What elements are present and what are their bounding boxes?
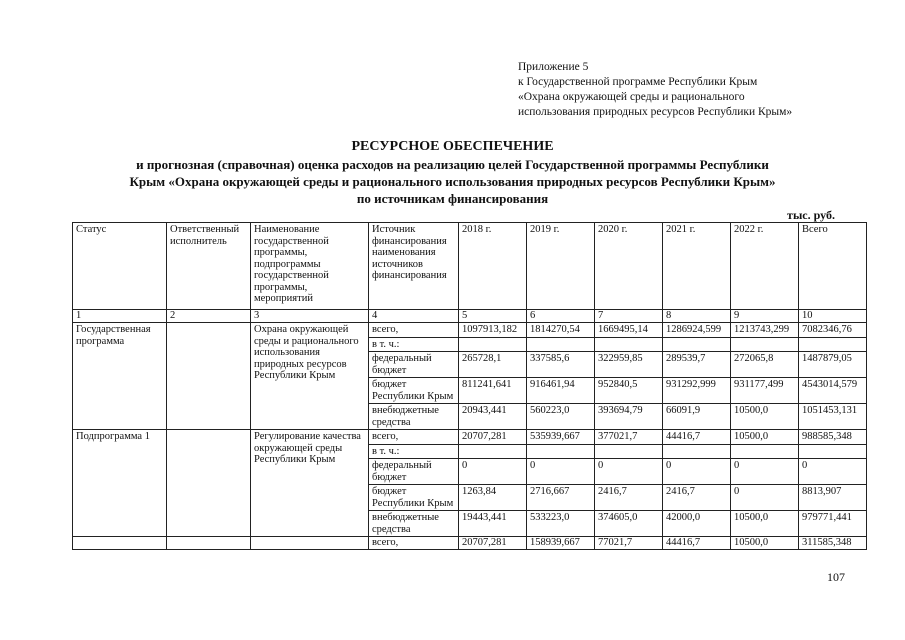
value-cell	[731, 444, 799, 459]
value-cell	[459, 444, 527, 459]
value-cell: 979771,441	[799, 511, 867, 537]
document-subtitle-line: Крым «Охрана окружающей среды и рационального использования природных ресурсов Республики Крым»	[129, 174, 776, 189]
value-cell: 0	[663, 459, 731, 485]
value-cell: 10500,0	[731, 537, 799, 550]
value-cell: 1051453,131	[799, 404, 867, 430]
value-cell: 1487879,05	[799, 352, 867, 378]
value-cell: 20707,281	[459, 430, 527, 445]
value-cell: 66091,9	[663, 404, 731, 430]
source-cell: бюджет Республики Крым	[369, 378, 459, 404]
value-cell	[731, 337, 799, 352]
value-cell: 7082346,76	[799, 323, 867, 338]
appendix-line: к Государственной программе Республики Крым	[518, 76, 758, 88]
units-label: тыс. руб.	[787, 208, 835, 222]
value-cell	[663, 444, 731, 459]
column-header: 2019 г.	[527, 223, 595, 310]
value-cell: 952840,5	[595, 378, 663, 404]
status-cell: Государственная программа	[73, 323, 167, 430]
value-cell: 0	[731, 485, 799, 511]
column-index: 5	[459, 310, 527, 323]
column-header: 2022 г.	[731, 223, 799, 310]
value-cell: 10500,0	[731, 511, 799, 537]
value-cell: 931177,499	[731, 378, 799, 404]
value-cell: 1814270,54	[527, 323, 595, 338]
column-header: Всего	[799, 223, 867, 310]
value-cell: 560223,0	[527, 404, 595, 430]
value-cell: 393694,79	[595, 404, 663, 430]
value-cell: 10500,0	[731, 430, 799, 445]
resource-table	[72, 222, 867, 550]
value-cell: 8813,907	[799, 485, 867, 511]
source-cell: в т. ч.:	[369, 444, 459, 459]
document-subtitle-line: и прогнозная (справочная) оценка расходов на реализацию целей Государственной программы Республики	[136, 157, 769, 172]
value-cell: 374605,0	[595, 511, 663, 537]
value-cell: 44416,7	[663, 537, 731, 550]
column-header: Статус	[73, 223, 167, 310]
value-cell: 10500,0	[731, 404, 799, 430]
value-cell: 535939,667	[527, 430, 595, 445]
column-index: 8	[663, 310, 731, 323]
value-cell: 1097913,182	[459, 323, 527, 338]
value-cell	[527, 337, 595, 352]
value-cell: 337585,6	[527, 352, 595, 378]
source-cell: федеральный бюджет	[369, 459, 459, 485]
executor-cell	[167, 430, 251, 537]
document-subtitle-line: по источникам финансирования	[356, 191, 549, 206]
value-cell: 44416,7	[663, 430, 731, 445]
value-cell: 377021,7	[595, 430, 663, 445]
column-header: 2021 г.	[663, 223, 731, 310]
value-cell: 158939,667	[527, 537, 595, 550]
value-cell: 988585,348	[799, 430, 867, 445]
executor-cell	[167, 323, 251, 430]
value-cell: 322959,85	[595, 352, 663, 378]
value-cell: 1669495,14	[595, 323, 663, 338]
column-index: 10	[799, 310, 867, 323]
column-index: 3	[251, 310, 369, 323]
value-cell	[799, 444, 867, 459]
source-cell: всего,	[369, 323, 459, 338]
table-row	[73, 537, 867, 550]
source-cell: внебюджетные средства	[369, 511, 459, 537]
column-header: Ответственный исполнитель	[167, 223, 251, 310]
column-index: 2	[167, 310, 251, 323]
appendix-note	[518, 60, 792, 120]
header-row	[73, 223, 867, 310]
document-heading	[0, 138, 905, 207]
value-cell: 2416,7	[595, 485, 663, 511]
value-cell: 0	[731, 459, 799, 485]
value-cell: 42000,0	[663, 511, 731, 537]
column-header: Источник финансирования наименования источников финансирования	[369, 223, 459, 310]
program-name-cell: Охрана окружающей среды и рационального использования природных ресурсов Республики Крым	[251, 323, 369, 430]
value-cell	[663, 337, 731, 352]
value-cell: 265728,1	[459, 352, 527, 378]
value-cell: 2716,667	[527, 485, 595, 511]
appendix-line: Приложение 5	[518, 61, 589, 73]
value-cell: 0	[459, 459, 527, 485]
source-cell: в т. ч.:	[369, 337, 459, 352]
source-cell: всего,	[369, 537, 459, 550]
value-cell	[527, 444, 595, 459]
status-cell: Подпрограмма 1	[73, 430, 167, 537]
value-cell: 1213743,299	[731, 323, 799, 338]
value-cell: 289539,7	[663, 352, 731, 378]
table-row	[73, 430, 867, 445]
value-cell: 311585,348	[799, 537, 867, 550]
table-body	[73, 223, 867, 550]
column-index: 6	[527, 310, 595, 323]
column-header: 2020 г.	[595, 223, 663, 310]
value-cell: 0	[799, 459, 867, 485]
value-cell	[459, 337, 527, 352]
column-index-row	[73, 310, 867, 323]
value-cell: 533223,0	[527, 511, 595, 537]
page-number: 107	[827, 570, 845, 584]
column-index: 1	[73, 310, 167, 323]
value-cell: 4543014,579	[799, 378, 867, 404]
column-header: Наименование государственной программы, подпрограммы государственной программы, мероприятий	[251, 223, 369, 310]
value-cell: 20707,281	[459, 537, 527, 550]
value-cell: 272065,8	[731, 352, 799, 378]
column-index: 7	[595, 310, 663, 323]
value-cell: 77021,7	[595, 537, 663, 550]
program-name-cell: Регулирование качества окружающей среды Республики Крым	[251, 430, 369, 537]
table-row	[73, 323, 867, 338]
appendix-line: «Охрана окружающей среды и рационального	[518, 91, 745, 103]
source-cell: всего,	[369, 430, 459, 445]
value-cell	[799, 337, 867, 352]
value-cell: 1263,84	[459, 485, 527, 511]
value-cell: 811241,641	[459, 378, 527, 404]
value-cell: 0	[595, 459, 663, 485]
value-cell: 2416,7	[663, 485, 731, 511]
executor-cell	[167, 537, 251, 550]
source-cell: внебюджетные средства	[369, 404, 459, 430]
value-cell: 20943,441	[459, 404, 527, 430]
status-cell	[73, 537, 167, 550]
source-cell: бюджет Республики Крым	[369, 485, 459, 511]
source-cell: федеральный бюджет	[369, 352, 459, 378]
value-cell	[595, 444, 663, 459]
value-cell: 1286924,599	[663, 323, 731, 338]
value-cell	[595, 337, 663, 352]
value-cell: 19443,441	[459, 511, 527, 537]
value-cell: 931292,999	[663, 378, 731, 404]
appendix-line: использования природных ресурсов Республики Крым»	[518, 106, 793, 118]
document-title: РЕСУРСНОЕ ОБЕСПЕЧЕНИЕ	[351, 139, 554, 154]
column-header: 2018 г.	[459, 223, 527, 310]
column-index: 9	[731, 310, 799, 323]
program-name-cell	[251, 537, 369, 550]
value-cell: 0	[527, 459, 595, 485]
column-index: 4	[369, 310, 459, 323]
value-cell: 916461,94	[527, 378, 595, 404]
